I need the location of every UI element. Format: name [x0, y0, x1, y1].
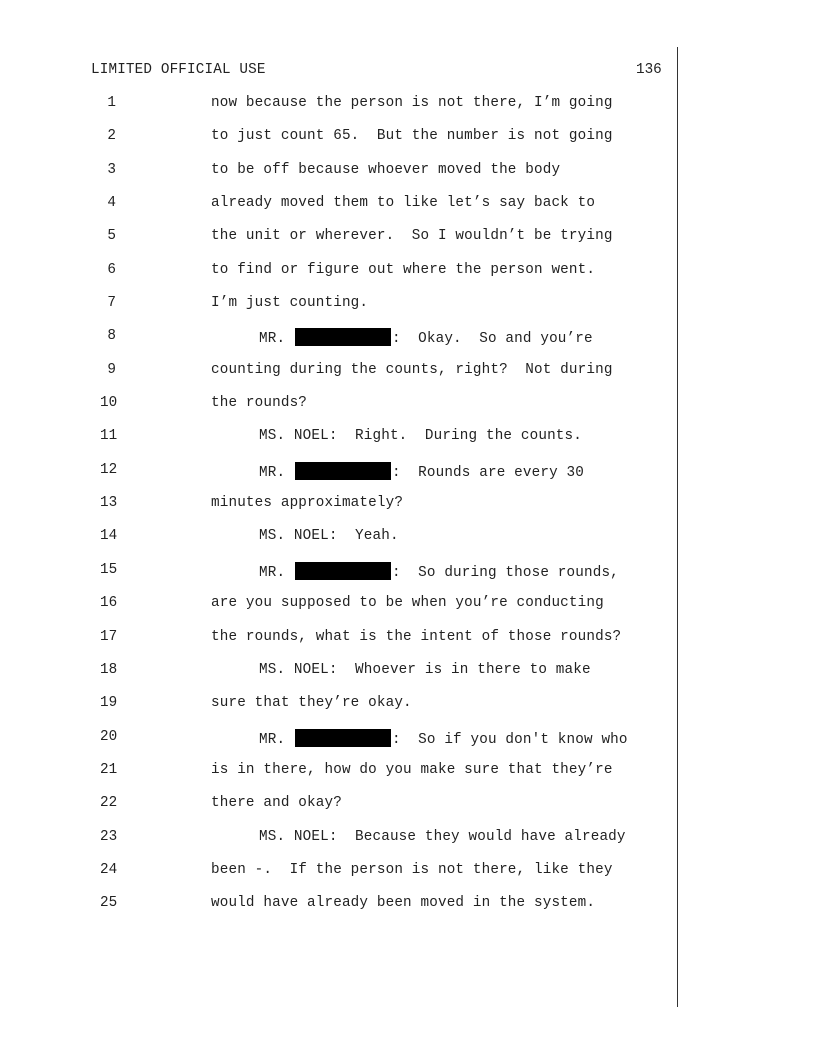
transcript-line: [0, 195, 816, 228]
redaction-box: [295, 729, 391, 747]
classification-header: LIMITED OFFICIAL USE: [91, 62, 266, 78]
transcript-line: [0, 95, 816, 128]
speaker-label: MR.: [259, 731, 286, 748]
transcript-line: [0, 428, 816, 461]
transcript-line: [0, 295, 816, 328]
line-number: 1: [107, 95, 116, 111]
transcript-line: [0, 262, 816, 295]
page-number: 136: [636, 62, 662, 78]
line-text: are you supposed to be when you’re conducting: [211, 595, 604, 612]
line-text: now because the person is not there, I’m going: [211, 95, 613, 111]
line-number: 4: [107, 195, 116, 212]
line-number: 25: [100, 895, 118, 912]
transcript-line: [0, 495, 816, 528]
line-text: sure that they’re okay.: [211, 695, 412, 712]
transcript-line: [0, 829, 816, 862]
line-number: 10: [100, 395, 118, 412]
line-number: 17: [100, 628, 118, 645]
transcript-line: [0, 228, 816, 261]
transcript-line: [0, 528, 816, 561]
transcript-line: [0, 762, 816, 795]
speaker-line-text: MS. NOEL: Right. During the counts.: [259, 428, 582, 445]
redaction-box: [295, 562, 391, 580]
line-text: to be off because whoever moved the body: [211, 161, 561, 178]
speaker-line-text: MS. NOEL: Because they would have already: [259, 828, 626, 845]
transcript-line: [0, 595, 816, 628]
speaker-line-text: MS. NOEL: Whoever is in there to make: [259, 661, 591, 678]
line-text: been -. If the person is not there, like they: [211, 861, 613, 878]
line-number: 21: [100, 761, 118, 778]
line-number: 15: [100, 561, 118, 578]
line-text: minutes approximately?: [211, 495, 404, 512]
line-text: would have already been moved in the system.: [211, 895, 596, 912]
transcript-line: [0, 795, 816, 828]
line-text: to just count 65. But the number is not going: [211, 128, 613, 145]
line-text: : So if you don't know who: [391, 731, 628, 748]
line-number: 12: [100, 461, 118, 478]
transcript-line: [0, 662, 816, 695]
line-text: counting during the counts, right? Not during: [211, 361, 613, 378]
line-text: there and okay?: [211, 795, 342, 812]
line-text: the rounds, what is the intent of those rounds?: [211, 628, 622, 645]
transcript-body: [0, 95, 816, 929]
speaker-line: [259, 462, 584, 481]
transcript-line: [0, 862, 816, 895]
line-text: the unit or wherever. So I wouldn’t be trying: [211, 228, 613, 245]
line-number: 18: [100, 661, 118, 678]
transcript-line: [0, 162, 816, 195]
speaker-line: [259, 562, 619, 581]
speaker-label: MR.: [259, 464, 286, 481]
line-number: 3: [107, 161, 116, 178]
line-text: to find or figure out where the person went.: [211, 261, 596, 278]
line-number: 7: [107, 295, 116, 312]
line-number: 6: [107, 261, 116, 278]
speaker-label: MR.: [259, 564, 286, 581]
line-text: : Rounds are every 30: [391, 464, 584, 481]
line-number: 14: [100, 528, 118, 545]
line-number: 8: [107, 328, 116, 345]
redaction-box: [295, 328, 391, 346]
line-text: already moved them to like let’s say back to: [211, 195, 596, 212]
transcript-line: [0, 562, 816, 595]
transcript-line: [0, 462, 816, 495]
transcript-line: [0, 895, 816, 928]
transcript-line: [0, 729, 816, 762]
line-text: I’m just counting.: [211, 295, 369, 312]
transcript-line: [0, 362, 816, 395]
speaker-line-text: MS. NOEL: Yeah.: [259, 528, 399, 545]
redaction-box: [295, 462, 391, 480]
line-number: 19: [100, 695, 118, 712]
line-text: is in there, how do you make sure that they’re: [211, 761, 613, 778]
line-number: 23: [100, 828, 118, 845]
speaker-label: MR.: [259, 331, 286, 348]
line-number: 24: [100, 861, 118, 878]
line-text: : Okay. So and you’re: [391, 331, 593, 348]
line-text: the rounds?: [211, 395, 308, 412]
line-number: 5: [107, 228, 116, 245]
line-number: 13: [100, 495, 118, 512]
transcript-line: [0, 395, 816, 428]
line-number: 16: [100, 595, 118, 612]
line-number: 2: [107, 128, 116, 145]
transcript-line: [0, 629, 816, 662]
transcript-line: [0, 328, 816, 361]
line-number: 9: [107, 361, 116, 378]
line-number: 20: [100, 728, 118, 745]
speaker-line: [259, 328, 593, 347]
line-number: 11: [100, 428, 118, 445]
transcript-line: [0, 128, 816, 161]
speaker-line: [259, 729, 628, 748]
line-number: 22: [100, 795, 118, 812]
line-text: : So during those rounds,: [391, 564, 619, 581]
transcript-line: [0, 695, 816, 728]
